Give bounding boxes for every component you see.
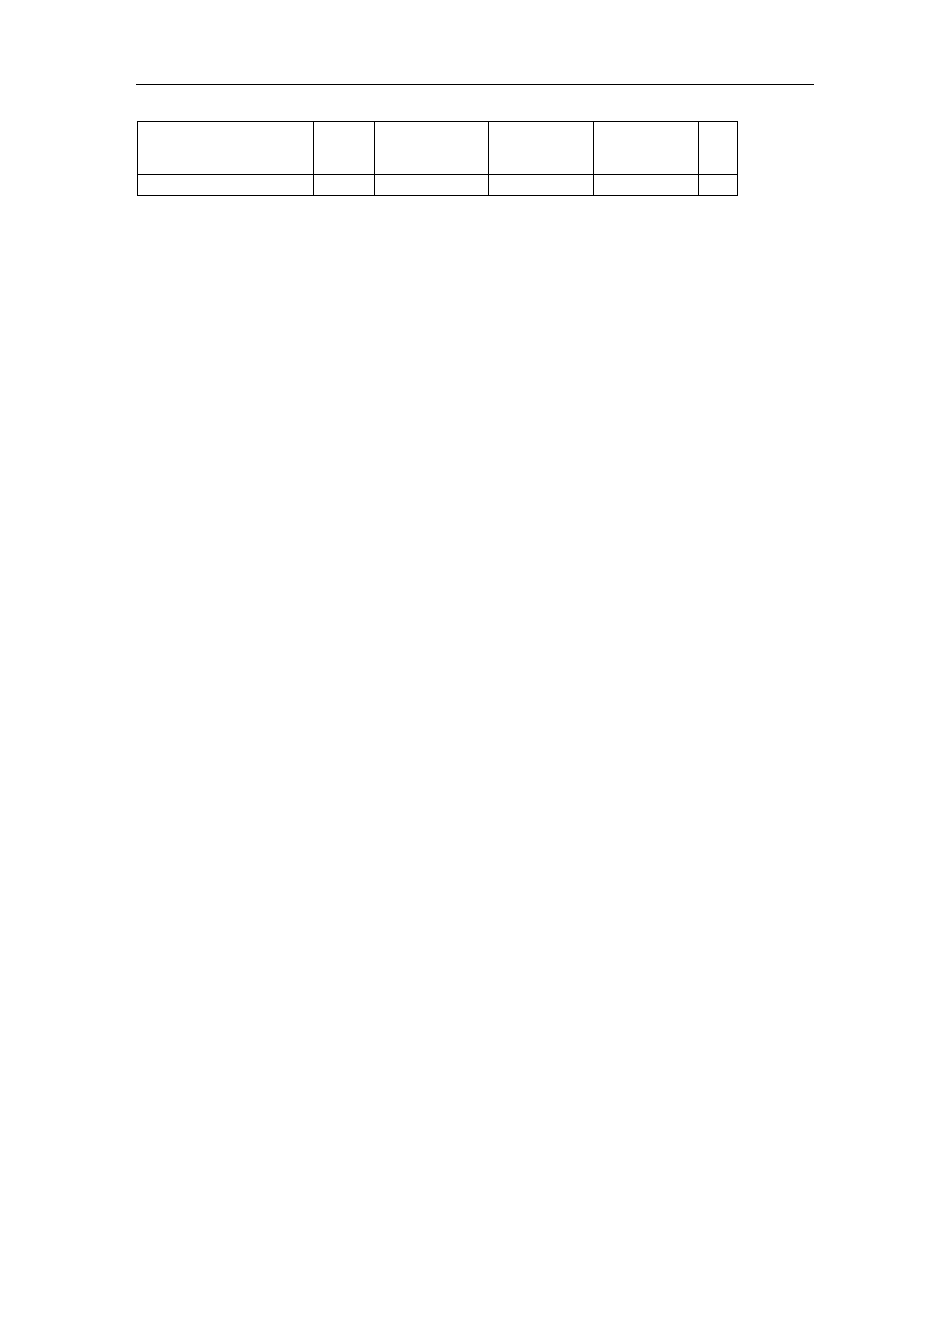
table-cell-ellipsis	[699, 122, 738, 175]
table-cell	[489, 175, 594, 196]
table-cell	[375, 175, 489, 196]
table-cell	[594, 175, 699, 196]
table-cell	[375, 122, 489, 175]
table-cell	[314, 175, 375, 196]
table-cell-row-label	[138, 175, 314, 196]
table-row-voucher-amount	[138, 175, 738, 196]
page-content	[136, 120, 816, 197]
table-cell-range-first	[314, 122, 375, 175]
table-cell-row-label	[138, 122, 314, 175]
award-table	[137, 121, 738, 196]
table-cell	[594, 122, 699, 175]
table-cell-ellipsis	[699, 175, 738, 196]
table-cell	[489, 122, 594, 175]
header-rule	[136, 84, 814, 85]
table-row-spend-range	[138, 122, 738, 175]
